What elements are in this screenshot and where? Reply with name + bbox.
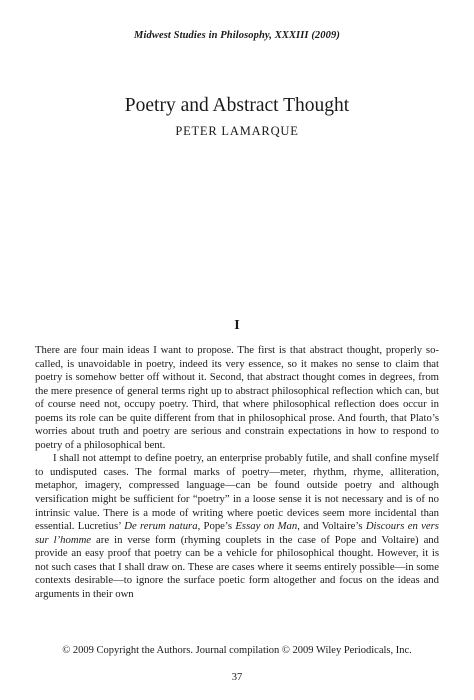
section-heading: I [234, 318, 240, 333]
running-head: Midwest Studies in Philosophy, XXXIII (2009) [134, 30, 340, 41]
paragraph-2-text: are in verse form (rhyming couplets in the case of Pope and Voltaire) and provide an easy proof that poetry can be a vehicle for philosophical thought. However, it is not such cases that I shall draw on. These are cases where it seems entirely possible—in some contexts desirable—to ignore the surface poetic form altogether and focus on the ideas and arguments in their own [35, 533, 439, 600]
work-title: Essay on Man [235, 520, 298, 533]
page-number: 37 [231, 672, 243, 683]
article-title: Poetry and Abstract Thought [124, 95, 350, 116]
copyright-notice: © 2009 Copyright the Authors. Journal compilation © 2009 Wiley Periodicals, Inc. [62, 645, 412, 656]
paragraph-2 [35, 452, 439, 601]
author-name: PETER LAMARQUE [175, 124, 299, 138]
body-text [35, 344, 439, 601]
paragraph-2-text: I shall not attempt to define poetry, an enterprise probably futile, and shall confine myself to undisputed cases. The formal marks of poetry—meter, rhythm, rhyme, alliteration, metaphor, imagery, compressed language—can be found outside poetry and although versification might be sufficient for “poetry” in a loose sense it is not necessary and is of no intrinsic value. There is a mode of writing where poetic devices seem more incidental than essential. Lucretius’ [35, 452, 439, 533]
paragraph-2-text: , Pope’s [197, 520, 236, 533]
work-title: Discours en vers sur l’homme [35, 520, 439, 546]
paragraph-1: There are four main ideas I want to propose. The first is that abstract thought, properly so-called, is unavoidable in poetry, indeed its very essence, so it makes no sense to claim that poetry is somehow better off without it. Second, that abstract thought comes in degrees, from the mere presence of general terms right up to abstract philosophical reflection which can, but of course need not, occupy poetry. Third, that where philosophical reflection does occur in poems its role can be quite different from that in philosophical prose. And fourth, that Plato’s worries about truth and poetry are serious and constrain expectations in how to respond to poetry of a philosophical bent. [35, 344, 439, 451]
paragraph-2-text: , and Voltaire’s [297, 520, 366, 533]
work-title: De rerum natura [124, 520, 198, 533]
